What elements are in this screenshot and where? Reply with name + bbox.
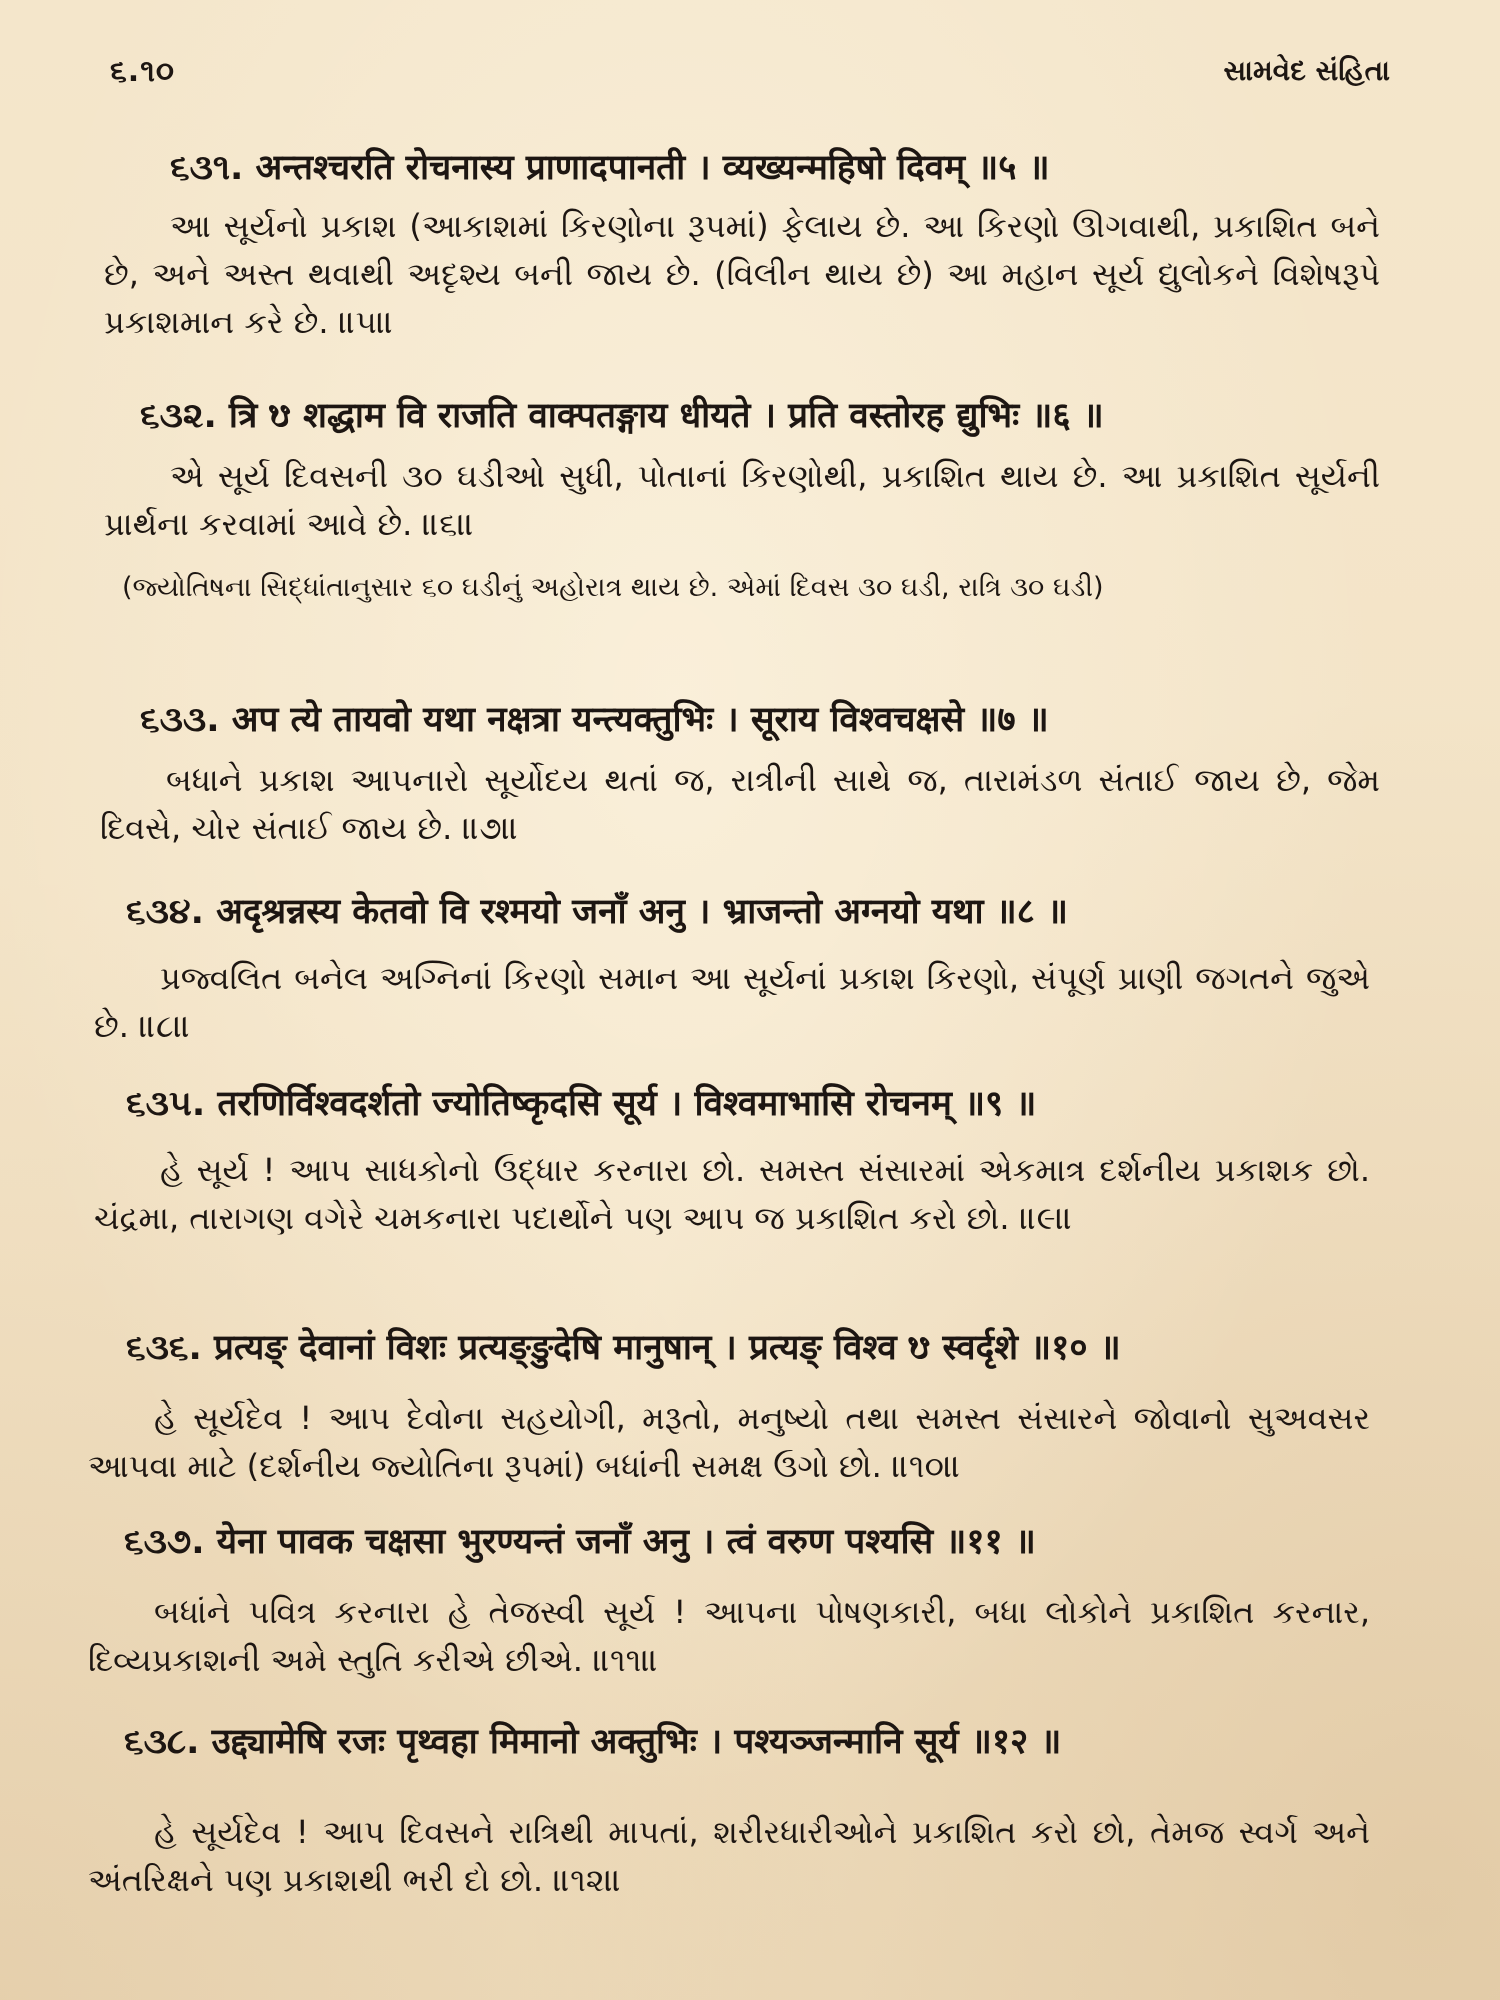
book-title: સામવેદ સંહિતા bbox=[1223, 54, 1390, 87]
note-632: (જ્યોતિષના સિદ્ધાંતાનુસાર ૬૦ ઘડીનું અહોરાત્ર થાય છે. એમાં દિવસ ૩૦ ઘડી, રાત્રિ ૩૦ ઘડી) bbox=[122, 572, 1104, 603]
gloss-638: હે સૂર્યદેવ ! આપ દિવસને રાત્રિથી માપતાં, શરીરધારીઓને પ્રકાશિત કરો છો, તેમજ સ્વર્ગ અને અંતરિક્ષને પણ પ્રકાશથી ભરી દો છો. ॥૧૨॥ bbox=[88, 1813, 1370, 1899]
verse-632: ૬૩૨. त्रि ᳪ शद्धाम वि राजति वाक्पतङ्गाय धीयते । प्रति वस्तोरह द्युभिः ॥६ ॥ bbox=[140, 396, 1104, 436]
gloss-632: એ સૂર્ય દિવસની ૩૦ ઘડીઓ સુધી, પોતાનાં કિરણોથી, પ્રકાશિત થાય છે. આ પ્રકાશિત સૂર્યની પ્રાર્થના કરવામાં આવે છે. ॥૬॥ bbox=[104, 457, 1380, 543]
gloss-636: હે સૂર્યદેવ ! આપ દેવોના સહયોગી, મરૂતો, મનુષ્યો તથા સમસ્ત સંસારને જોવાનો સુઅવસર આપવા માટે (દર્શનીય જ્યોતિના રૂપમાં) બધાંની સમક્ષ ઉગો છો. ॥૧૦॥ bbox=[88, 1399, 1370, 1485]
gloss-631: આ સૂર્યનો પ્રકાશ (આકાશમાં કિરણોના રૂપમાં) ફેલાય છે. આ કિરણો ઊગવાથી, પ્રકાશિત બને છે, અને અસ્ત થવાથી અદૃશ્ય બની જાય છે. (વિલીન થાય છે) આ મહાન સૂર્ય દ્યુલોકને વિશેષરૂપે પ્રકાશમાન કરે છે. ॥૫॥ bbox=[104, 207, 1380, 341]
gloss-634: પ્રજ્વલિત બનેલ અગ્નિનાં કિરણો સમાન આ સૂર્યનાં પ્રકાશ કિરણો, સંપૂર્ણ પ્રાણી જગતને જુએ છે. ॥૮॥ bbox=[94, 959, 1370, 1045]
verse-636: ૬૩૬. प्रत्यङ् देवानां विशः प्रत्यङ्ङुदेषि मानुषान् । प्रत्यङ् विश्व ᳪ स्वर्दृशे ॥१० ॥ bbox=[126, 1328, 1121, 1368]
verse-634: ૬૩૪. अदृश्रन्नस्य केतवो वि रश्मयो जनाँ अनु । भ्राजन्तो अग्नयो यथा ॥८ ॥ bbox=[126, 892, 1069, 932]
verse-635: ૬૩૫. तरणिर्विश्वदर्शतो ज्योतिष्कृदसि सूर्य । विश्वमाभासि रोचनम् ॥९ ॥ bbox=[126, 1084, 1037, 1124]
verse-637: ૬૩૭. येना पावक चक्षसा भुरण्यन्तं जनाँ अनु । त्वं वरुण पश्यसि ॥११ ॥ bbox=[124, 1522, 1036, 1562]
gloss-633: બધાને પ્રકાશ આપનારો સૂર્યોદય થતાં જ, રાત્રીની સાથે જ, તારામંડળ સંતાઈ જાય છે, જેમ દિવસે, ચોર સંતાઈ જાય છે. ॥૭॥ bbox=[100, 761, 1380, 847]
gloss-635: હે સૂર્ય ! આપ સાધકોનો ઉદ્ધાર કરનારા છો. સમસ્ત સંસારમાં એકમાત્ર દર્શનીય પ્રકાશક છો. ચંદ્રમા, તારાગણ વગેરે ચમકનારા પદાર્થોને પણ આપ જ પ્રકાશિત કરો છો. ॥૯॥ bbox=[94, 1151, 1370, 1237]
verse-633: ૬૩૩. अप त्ये तायवो यथा नक्षत्रा यन्त्यक्तुभिः । सूराय विश्वचक्षसे ॥७ ॥ bbox=[140, 700, 1049, 740]
gloss-637: બધાંને પવિત્ર કરનારા હે તેજસ્વી સૂર્ય ! આપના પોષણકારી, બધા લોકોને પ્રકાશિત કરનાર, દિવ્યપ્રકાશની અમે સ્તુતિ કરીએ છીએ. ॥૧૧॥ bbox=[88, 1593, 1370, 1679]
verse-638: ૬૩૮. उद्द्यामेषि रजः पृथ्वहा मिमानो अक्तुभिः । पश्यञ्जन्मानि सूर्य ॥१२ ॥ bbox=[124, 1722, 1062, 1762]
page-number: ૬.૧૦ bbox=[110, 54, 175, 89]
verse-631: ૬૩૧. अन्तश्चरति रोचनास्य प्राणादपानती । व्यख्यन्महिषो दिवम् ॥५ ॥ bbox=[170, 148, 1050, 188]
